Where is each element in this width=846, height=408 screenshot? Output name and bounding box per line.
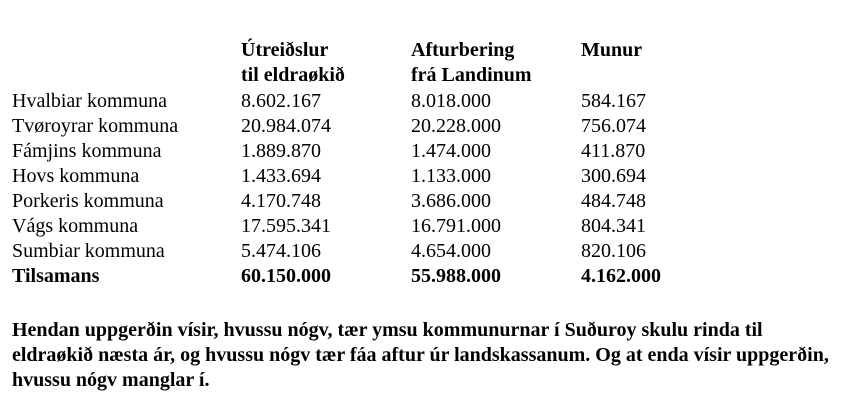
refund-value: 8.018.000 xyxy=(411,90,491,112)
refund-value: 3.686.000 xyxy=(411,190,491,212)
header-refund-line2: frá Landinum xyxy=(411,64,532,86)
total-difference: 4.162.000 xyxy=(581,265,661,287)
municipality-name: Sumbiar kommuna xyxy=(12,240,165,262)
refund-value: 16.791.000 xyxy=(411,215,501,237)
table-row xyxy=(12,189,701,214)
municipality-name: Hvalbiar kommuna xyxy=(12,90,167,112)
table-row xyxy=(12,214,701,239)
table-row xyxy=(12,239,701,264)
expenses-value: 1.889.870 xyxy=(241,140,321,162)
expenses-value: 17.595.341 xyxy=(241,215,331,237)
municipality-table xyxy=(12,38,701,289)
header-expenses xyxy=(241,38,411,89)
header-refund-line1: Afturbering xyxy=(411,39,515,61)
total-label: Tilsamans xyxy=(12,265,100,287)
total-expenses: 60.150.000 xyxy=(241,265,331,287)
table-total-row xyxy=(12,264,701,289)
municipality-name: Vágs kommuna xyxy=(12,215,139,237)
municipality-name: Tvøroyrar kommuna xyxy=(12,115,179,137)
difference-value: 756.074 xyxy=(581,115,646,137)
table-row xyxy=(12,139,701,164)
refund-value: 1.474.000 xyxy=(411,140,491,162)
expenses-value: 20.984.074 xyxy=(241,115,331,137)
table-header-row xyxy=(12,38,701,89)
difference-value: 804.341 xyxy=(581,215,646,237)
table-row xyxy=(12,89,701,114)
header-refund xyxy=(411,38,581,89)
municipality-name: Porkeris kommuna xyxy=(12,190,164,212)
header-difference xyxy=(581,38,701,89)
municipality-name: Hovs kommuna xyxy=(12,165,140,187)
header-expenses-line1: Útreiðslur xyxy=(241,39,329,61)
municipality-name: Fámjins kommuna xyxy=(12,140,162,162)
expenses-value: 4.170.748 xyxy=(241,190,321,212)
refund-value: 1.133.000 xyxy=(411,165,491,187)
refund-value: 4.654.000 xyxy=(411,240,491,262)
table-row xyxy=(12,114,701,139)
refund-value: 20.228.000 xyxy=(411,115,501,137)
difference-value: 820.106 xyxy=(581,240,646,262)
expenses-value: 1.433.694 xyxy=(241,165,321,187)
total-refund: 55.988.000 xyxy=(411,265,501,287)
header-empty xyxy=(12,38,241,89)
difference-value: 300.694 xyxy=(581,165,646,187)
header-expenses-line2: til eldraøkið xyxy=(241,64,345,86)
difference-value: 411.870 xyxy=(581,140,646,162)
difference-value: 484.748 xyxy=(581,190,646,212)
summary-paragraph: Hendan uppgerðin vísir, hvussu nógv, tær ymsu kommunurnar í Suðuroy skulu rinda til eldraøkið næsta ár, og hvussu nógv tær fáa aftur úr landskassanum. Og at enda vísir uppgerðin, hvussu nógv manglar í. xyxy=(12,319,829,391)
header-difference-label: Munur xyxy=(581,39,643,61)
difference-value: 584.167 xyxy=(581,90,646,112)
table-row xyxy=(12,164,701,189)
expenses-value: 8.602.167 xyxy=(241,90,321,112)
expenses-value: 5.474.106 xyxy=(241,240,321,262)
